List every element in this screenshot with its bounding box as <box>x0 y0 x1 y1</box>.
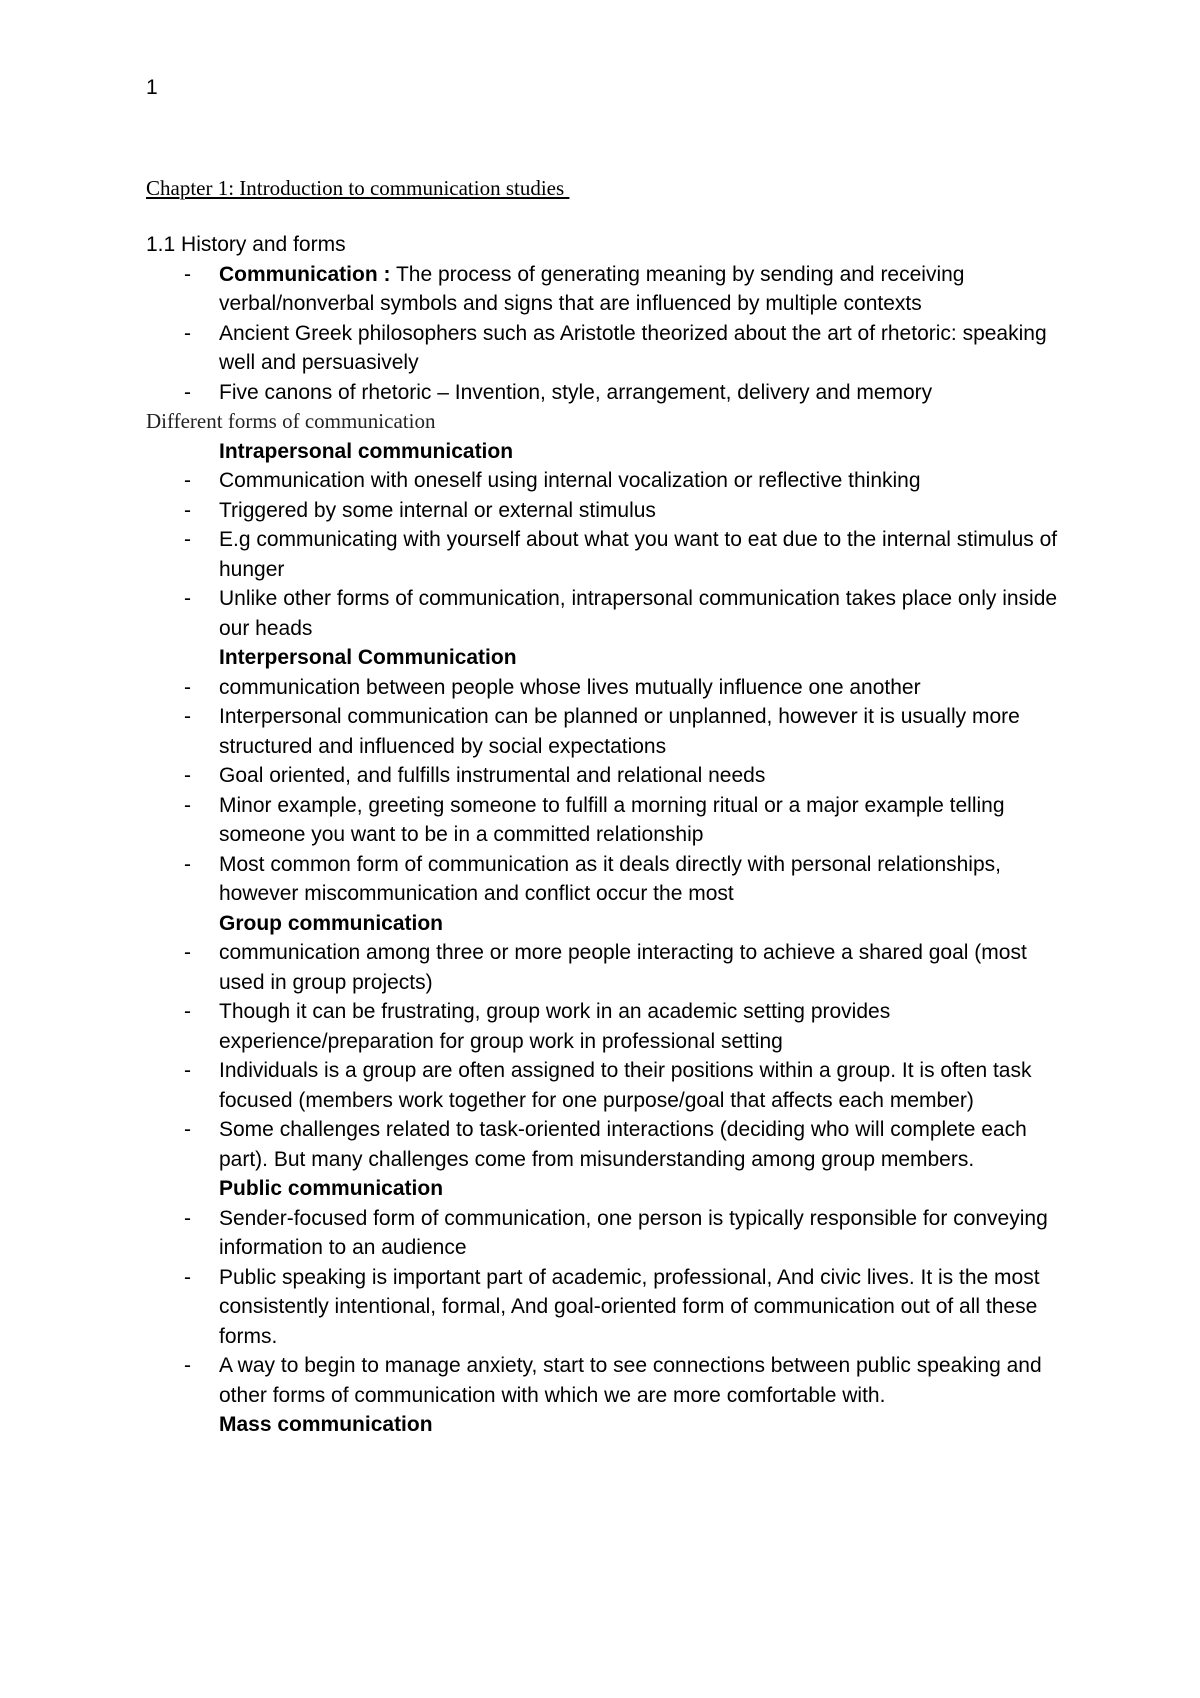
list-item-text: Ancient Greek philosophers such as Aristotle theorized about the art of rhetoric: speaking well and persuasively <box>219 321 1047 374</box>
forms-intro: Different forms of communication <box>146 409 436 433</box>
list-item <box>146 761 1076 791</box>
list-item <box>146 938 1076 997</box>
list-item-text: Five canons of rhetoric – Invention, style, arrangement, delivery and memory <box>219 380 933 404</box>
bullet-dash: - <box>184 941 191 964</box>
interpersonal-list <box>146 673 1076 909</box>
bullet-dash: - <box>184 675 191 699</box>
list-item <box>146 466 1076 496</box>
list-item-text: Sender-focused form of communication, one person is typically responsible for conveying information to an audience <box>219 1206 1048 1259</box>
list-item <box>146 319 1076 378</box>
list-item <box>146 1115 1076 1174</box>
list-item-text: Individuals is a group are often assigned to their positions within a group. It is often task focused (members work together for one purpose/goal that affects each member) <box>219 1059 1032 1112</box>
form-heading-intrapersonal: Intrapersonal communication <box>219 439 514 463</box>
list-item-text: A way to begin to manage anxiety, start to see connections between public speaking and other forms of communication with which we are more comfortable with. <box>219 1354 1042 1407</box>
bullet-dash: - <box>184 587 191 610</box>
list-item-text: Minor example, greeting someone to fulfill a morning ritual or a major example telling someone you want to be in a committed relationship <box>219 793 1005 846</box>
list-item <box>146 378 1076 408</box>
form-heading-mass: Mass communication <box>219 1413 433 1436</box>
page-number: 1 <box>146 76 158 99</box>
list-item <box>146 791 1076 850</box>
list-item-text: Goal oriented, and fulfills instrumental and relational needs <box>219 764 766 787</box>
list-item <box>146 702 1076 761</box>
form-heading-group: Group communication <box>219 911 444 935</box>
bullet-dash: - <box>184 852 191 876</box>
bullet-dash: - <box>184 498 191 522</box>
group-list <box>146 938 1076 1174</box>
list-item <box>146 260 1076 319</box>
list-item-text: Interpersonal communication can be planned or unplanned, however it is usually more structured and influenced by social expectations <box>219 705 1020 758</box>
list-item <box>146 1204 1076 1263</box>
bullet-dash: - <box>184 1118 191 1141</box>
list-item <box>146 525 1076 584</box>
bullet-dash: - <box>184 469 191 492</box>
document-body <box>146 230 1076 1440</box>
list-item <box>146 997 1076 1056</box>
chapter-title: Chapter 1: Introduction to communication studies <box>146 176 570 200</box>
list-item-text: Though it can be frustrating, group work in an academic setting provides experience/preparation for group work in professional setting <box>219 1000 891 1053</box>
list-item-text: Communication with oneself using internal vocalization or reflective thinking <box>219 469 921 492</box>
list-item-text: communication between people whose lives mutually influence one another <box>219 675 921 699</box>
list-item-text: Triggered by some internal or external stimulus <box>219 498 656 522</box>
list-item <box>146 850 1076 909</box>
bullet-dash: - <box>184 1059 191 1082</box>
list-item-text: Unlike other forms of communication, intrapersonal communication takes place only inside our heads <box>219 587 1058 640</box>
list-item <box>146 1056 1076 1115</box>
bullet-dash: - <box>184 321 191 345</box>
definition-text: The process of generating meaning by sending and receiving verbal/nonverbal symbols and signs that are influenced by multiple contexts <box>219 262 965 315</box>
bullet-dash: - <box>184 1265 191 1289</box>
bullet-dash: - <box>184 705 191 728</box>
bullet-dash: - <box>184 262 191 286</box>
bullet-dash: - <box>184 1206 191 1230</box>
bullet-dash: - <box>184 793 191 817</box>
section-heading: 1.1 History and forms <box>146 233 346 256</box>
bullet-dash: - <box>184 1354 191 1377</box>
list-item-text: communication among three or more people interacting to achieve a shared goal (most used in group projects) <box>219 941 1027 994</box>
list-item <box>146 1351 1076 1410</box>
list-item-text: Most common form of communication as it deals directly with personal relationships, however miscommunication and conflict occur the most <box>219 852 1001 905</box>
form-heading-interpersonal: Interpersonal Communication <box>219 646 517 669</box>
public-list <box>146 1204 1076 1411</box>
form-heading-public: Public communication <box>219 1177 444 1200</box>
list-item <box>146 673 1076 703</box>
list-item-text: E.g communicating with yourself about what you want to eat due to the internal stimulus of hunger <box>219 528 1058 581</box>
bullet-dash: - <box>184 764 191 787</box>
bullet-dash: - <box>184 1000 191 1023</box>
list-item-text: Public speaking is important part of academic, professional, And civic lives. It is the most consistently intentional, formal, And goal-oriented form of communication out of all these forms. <box>219 1265 1040 1348</box>
definition-term: Communication : <box>219 262 391 286</box>
bullet-dash: - <box>184 380 191 404</box>
list-item <box>146 1263 1076 1352</box>
list-item <box>146 496 1076 526</box>
intrapersonal-list <box>146 466 1076 643</box>
list-item-text: Some challenges related to task-oriented interactions (deciding who will complete each part). But many challenges come from misunderstanding among group members. <box>219 1118 1027 1171</box>
list-item <box>146 584 1076 643</box>
section-1-1-list <box>146 260 1076 408</box>
bullet-dash: - <box>184 528 191 551</box>
